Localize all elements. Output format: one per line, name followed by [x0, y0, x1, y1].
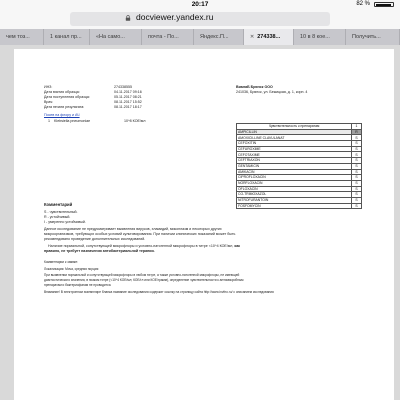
antibiotic-name: CEFOTAXIME [237, 152, 352, 158]
antibiotic-name: FOSFOMYCIN [237, 203, 352, 209]
antibiotic-result: S [352, 141, 362, 147]
header-value: 08.11.2017 15:52 [114, 100, 142, 104]
antibiotic-result: S [352, 180, 362, 186]
tab-6[interactable] [294, 29, 346, 45]
header-label: ИНЗ: [44, 85, 53, 89]
comment-paragraph-line: рекомендовано проведение дополнительных исследований. [44, 237, 146, 241]
antibiotic-result: S [352, 197, 362, 203]
legend-line: I - умеренно устойчивый. [44, 220, 86, 224]
antibiotic-name: AMPICILLIN [237, 129, 352, 135]
antibiotic-name: CIPROFLOXACIN [237, 175, 352, 181]
address-bar [0, 9, 400, 29]
antibiotic-name: NITROFURANTOIN [237, 197, 352, 203]
footer-note: Внимание! В электронном экземпляре бланка название исследования содержит ссылку на страницу сайта http://www.invitro.ru/ с описанием исследования [44, 290, 274, 294]
antibiotic-name: OFLOXACIN [237, 186, 352, 192]
tab-label: 10 в 8 кое... [300, 34, 330, 40]
antibiotic-result: R [352, 129, 362, 135]
susceptibility-table [236, 123, 362, 209]
table-title: Чувствительность к препаратам [237, 124, 352, 130]
organism-titer: 10^8 КОЕ/мл [124, 119, 146, 123]
antibiotic-result: S [352, 175, 362, 181]
antibiotic-name: AMOXICILLINE CLAVULANAT [237, 135, 352, 141]
tab-label: Яндекс.П... [200, 34, 229, 40]
antibiotic-name: NORFLOXACIN [237, 180, 352, 186]
comment-paragraph-line [48, 244, 240, 249]
antibiotic-name: CO-TRIMOXAZOL [237, 192, 352, 198]
tab-1[interactable] [44, 29, 90, 45]
status-bar [0, 0, 400, 9]
status-time: 20:17 [191, 1, 209, 8]
antibiotic-result: S [352, 158, 362, 164]
antibiotic-result: S [352, 146, 362, 152]
header-value: 274338555 [114, 85, 132, 89]
para2-text: Наличие нормальной, сопутствующей микрофлоры и условно-патогенной микрофлоры в титре <10^4 КОЕ/мл, [48, 244, 234, 248]
legend-line: S - чувствительный. [44, 210, 78, 214]
tab-label: 1 канал пр... [50, 34, 82, 40]
url-text: docviewer.yandex.ru [136, 12, 214, 22]
antibiotic-result: S [352, 186, 362, 192]
antibiotic-name: CEFTRIAXON [237, 158, 352, 164]
organism-number: 1 [48, 119, 50, 123]
table-column-number: 1 [352, 124, 362, 130]
order-comment-line: диагностического значения, в низком титре (<10^4 КОЕ/мл; КОЕ/гл или КОЕ/грамм), определение чувствительности к антимикробным [44, 278, 244, 282]
order-comment-line: Локализация: Моча, средняя порция [44, 267, 99, 271]
tab-label: 274338... [257, 34, 281, 40]
battery-percent: 82 % [356, 1, 370, 7]
tab-0[interactable] [0, 29, 44, 45]
battery-icon [374, 2, 394, 7]
order-comment-line: препаратам и бактериофагам не проводится. [44, 283, 112, 287]
header-value: 08.11.2017 18:17 [114, 105, 142, 109]
order-comment-line: При выявлении нормальной и сопутствующей микрофлоры в любом титре, а также условно-патогенной микрофлоры, не имеющей [44, 273, 240, 277]
antibiotic-result: S [352, 169, 362, 175]
close-tab-icon[interactable]: ✕ [250, 34, 255, 40]
table-row [237, 203, 362, 209]
tab-bar [0, 29, 400, 46]
para2-bold: как [234, 244, 240, 248]
organism-name: Klebsiella pneumoniae [54, 119, 91, 123]
document-page [14, 49, 394, 400]
comment-title: Комментарий [44, 202, 73, 207]
antibiotic-name: CEFOXITIN [237, 141, 352, 147]
antibiotic-name: AMIKACIN [237, 169, 352, 175]
header-value: 04.11.2017 09:16 [114, 90, 142, 94]
tab-5-active[interactable] [244, 29, 294, 45]
antibiotic-result: S [352, 135, 362, 141]
antibiotic-name: GENTAMICIN [237, 163, 352, 169]
document-viewer[interactable] [0, 45, 400, 400]
comment-paragraph-line: микроорганизмов, требующих особых условий культивирования. При наличии клинических показаний может быть [44, 232, 236, 236]
tab-2[interactable] [90, 29, 142, 45]
antibiotic-result: S [352, 163, 362, 169]
tab-label: Получить... [352, 34, 381, 40]
tab-3[interactable] [142, 29, 194, 45]
header-value: 05.11.2017 08:21 [114, 95, 142, 99]
lab-name: ВиалаБ Брянск ООО [236, 85, 273, 89]
header-label: Врач: [44, 100, 54, 104]
header-label: Дата взятия образца: [44, 90, 80, 94]
tab-label: «На само... [96, 34, 125, 40]
lock-icon [125, 15, 131, 21]
order-comments-title: Комментарии к заявке: [44, 260, 78, 264]
tab-7[interactable] [346, 29, 400, 45]
tab-label: почта - По... [148, 34, 179, 40]
tab-label: чем тоз... [6, 34, 30, 40]
header-label: Дата поступления образца: [44, 95, 90, 99]
tab-4[interactable] [194, 29, 244, 45]
legend-line: R - устойчивый. [44, 215, 71, 219]
test-link[interactable]: Посев на флору и АЧ [44, 113, 80, 117]
antibiotic-result: S [352, 203, 362, 209]
antibiotic-name: CEFUROXIME [237, 146, 352, 152]
comment-paragraph-line: Данное исследование не предусматривает выявления вирусов, хламидий, микоплазм и некоторых других [44, 227, 222, 231]
comment-paragraph-bold-line: правило, не требует назначения антибактериальной терапии. [44, 249, 155, 253]
antibiotic-result: S [352, 192, 362, 198]
antibiotic-result: S [352, 152, 362, 158]
header-label: Дата печати результата: [44, 105, 85, 109]
lab-address: 241036, Брянск, ул. Бежицкая, д. 1, корп. 4 [236, 90, 308, 94]
